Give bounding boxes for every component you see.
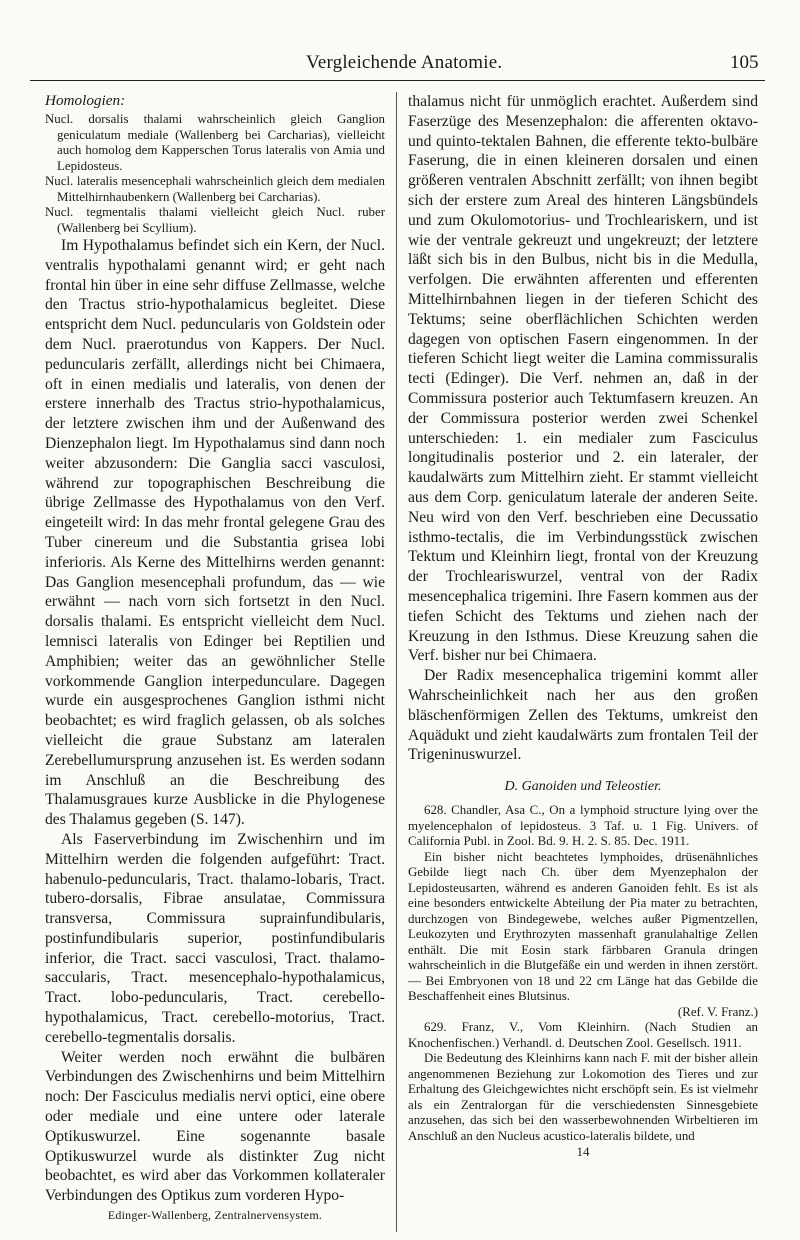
- running-header: [0, 48, 800, 80]
- reference-629-abstract: Die Bedeutung des Kleinhirns kann nach F. mit der bisher allein angenommenen Beziehung zur Lokomotion des Tieres und zur Erhaltung des Gleichgewichtes nicht erschöpft sein. Es ist vielmehr als ein Zentralorgan für die verschiedensten Sinnesgebiete anzusehen, das sich bei den wasserbewohnenden Wirbeltieren im Anschluß an den Nucleus acustico-lateralis bildete, und: [408, 1051, 758, 1143]
- right-column: [408, 92, 758, 1160]
- reference-628: 628. Chandler, Asa C., On a lymphoid structure lying over the myelencephalon of lepidosteus. 3 Taf. u. 1 Fig. Univers. of California Publ. in Zool. Bd. 9. H. 2. S. 85. Dec. 1911.: [408, 803, 758, 849]
- reference-628-abstract: Ein bisher nicht beachtetes lymphoides, drüsenähnliches Gebilde liegt nach Ch. über dem Myenzephalon der Lepidosteusarten, während es anderen Ganoiden fehlt. Es ist als eine besonders entwickelte Abteilung der Pia mater zu betrachten, durchzogen von Bindegewebe, welches außer Pigmentzellen, Leukozyten und Erythrozyten massenhaft granulahaltige Zellen enthält. Die mit Eosin stark färbbaren Granula dringen wahrscheinlich in die Blutgefäße ein und werden in ihnen zerstört. — Bei Embryonen von 18 und 22 cm Länge hat das Gebilde die Beschaffenheit eines Blutsinus.: [408, 849, 758, 1004]
- footer-signature: Edinger-Wallenberg, Zentralnervensystem.: [107, 1208, 323, 1223]
- hypothalamus-paragraph: Im Hypothalamus befindet sich ein Kern, der Nucl. ventralis hypothalami genannt wird; er geht nach frontal hin über in eine sehr diffuse Zellmasse, welche den Tractus strio-hypothalamicus begleitet. Diese entspricht dem Nucl. peduncularis von Goldstein oder dem Nucl. praerotundus von Kappers. Der Nucl. peduncularis zerfällt, allerdings nicht bei Chimaera, oft in einen medialis und lateralis, von denen der erstere innerhalb des Tractus strio-hypothalamicus, der letztere zwischen ihm und der Außenwand des Dienzephalon liegt. Im Hypothalamus sind dann noch weiter abzusondern: Die Ganglia sacci vasculosi, während zur topographischen Beschreibung die übrige Zellmasse des Hypothalamus von den Verf. eingeteilt wird: In das mehr frontal gelegene Grau des Tuber cinereum und die Substantia grisea lobi inferioris. Als Kerne des Mittelhirns werden genannt: Das Ganglion mesencephali profundum, das — wie erwähnt — nach vorn sich fortsetzt in den Nucl. dorsalis thalami. Es entspricht vielleicht dem Nucl. lemnisci lateralis von Edinger bei Reptilien und Amphibien; weiter das an gewöhnlicher Stelle vorkommende Ganglion interpedunculare. Dagegen wurde ein ausgesprochenes Ganglion isthmi nicht beobachtet; es wird fraglich gelassen, ob als solches vielleicht die graue Substanz am lateralen Zerebellumursprung anzusehen ist. Es werden sodann im Anschluß an die Beschreibung des Thalamusgraues kurze Ausblicke in die Phylogenese des Thalamus gegeben (S. 147).: [45, 237, 385, 829]
- radix-paragraph: Der Radix mesencephalica trigemini kommt aller Wahrscheinlichkeit nach her aus den großen bläschenförmigen Zellen des Tektums, umkreist den Aquädukt und zieht kaudalwärts zum frontalen Teil der Trigeninuswurzel.: [408, 667, 758, 764]
- page-number: 105: [730, 52, 759, 73]
- bulbar-connections-paragraph: Weiter werden noch erwähnt die bulbären Verbindungen des Zwischenhirns und beim Mittelhirn noch: Der Fasciculus medialis nervi optici, eine obere oder mediale und eine untere oder laterale Optikuswurzel. Eine sogenannte basale Optikuswurzel wurde als distinkter Zug nicht beobachtet, es wird aber das Vorkommen kollateraler Verbindungen des Optikus zum vorderen Hypo-: [45, 1048, 385, 1205]
- reference-628-reviewer: (Ref. V. Franz.): [677, 1004, 758, 1019]
- section-subheading: D. Ganoiden und Teleostier.: [504, 779, 662, 795]
- homology-item: Nucl. tegmentalis thalami vielleicht gleich Nucl. ruber (Wallenberg bei Scyllium).: [45, 205, 385, 235]
- fiber-connections-paragraph: Als Faserverbindung im Zwischenhirn und im Mittelhirn werden die folgenden aufgeführt: Tract. habenulo-peduncularis, Tract. thalamo-lobaris, Tract. tubero-dorsalis, Fibrae ansulatae, Commissura transversa, Commissura suprainfundibularis, postinfundibularis superior, postinfundibularis inferior, die Tract. sacci vasculosi, Tract. thalamo-saccularis, Tract. mesencephalo-hypothalamicus, Tract. lobo-peduncularis, Tract. cerebello-hypothalamicus, Tract. cerebello-motorius, Tract. cerebello-tegmentalis dorsalis.: [45, 830, 385, 1046]
- left-column: [45, 92, 385, 1223]
- header-rule: [30, 80, 765, 81]
- homology-item: Nucl. lateralis mesencephali wahrscheinlich gleich dem medialen Mittelhirnhaubenkern (Wallenberg bei Carcharias).: [45, 174, 385, 204]
- signature-number: 14: [576, 1144, 590, 1160]
- homologies-heading: Homologien:: [45, 92, 126, 109]
- homology-item: Nucl. dorsalis thalami wahrscheinlich gleich Ganglion geniculatum mediale (Wallenberg bei Carcharias), vielleicht auch homolog dem Kapperschen Torus lateralis von Amia und Lepidosteus.: [45, 112, 385, 173]
- column-divider: [396, 92, 397, 1232]
- header-title: Vergleichende Anatomie.: [306, 52, 503, 73]
- reference-629: 629. Franz, V., Vom Kleinhirn. (Nach Studien an Knochenfischen.) Verhandl. d. Deutschen Zool. Gesellsch. 1911.: [408, 1020, 758, 1050]
- continuation-paragraph: thalamus nicht für unmöglich erachtet. Außerdem sind Faserzüge des Mesenzephalon: die afferenten oktavo- und quinto-tektalen Bahnen, die efferente tekto-bulbäre Faserung, die in einen kleineren dorsalen und einen größeren ventralen Abschnitt zerfällt; von ihnen begibt sich der erstere zum Areal des hinteren Längsbündels und zum Okulomotorius- und Trochleariskern, und ist wie der ventrale gekreuzt und ungekreuzt; der letztere läßt sich bis in den Bulbus, nicht bis in die Medulla, verfolgen. Die erwähnten afferenten und efferenten Mittelhirnbahnen liegen in der tieferen Schicht des Tektums; seine oberflächlichen Schichten werden dagegen von optischen Fasern eingenommen. In der tieferen Schicht liegt weiter die Lamina commissuralis tecti (Edinger). Die Verf. nehmen an, daß in der Commissura posterior auch Tektumfasern kreuzen. An der Commissura posterior werden zwei Schenkel unterschieden: 1. ein medialer zum Fasciculus longitudinalis posterior und 2. ein lateraler, der kaudalwärts zum Mittelhirn zieht. Er stammt vielleicht aus dem Corp. geniculatum laterale der anderen Seite. Neu wird von den Verf. beschrieben eine Decussatio isthmo-tectalis, die im Verbindungsstück zwischen Tektum und Kleinhirn liegt, frontal von der Kreuzung der Trochleariswurzel, ventral von der Radix mesencephalica trigemini. Ihre Fasern kommen aus der tiefen Schicht des Tektums und ziehen nach der Kreuzung in den Isthmus. Diese Kreuzung sahen die Verf. bisher nur bei Chimaera.: [408, 93, 758, 665]
